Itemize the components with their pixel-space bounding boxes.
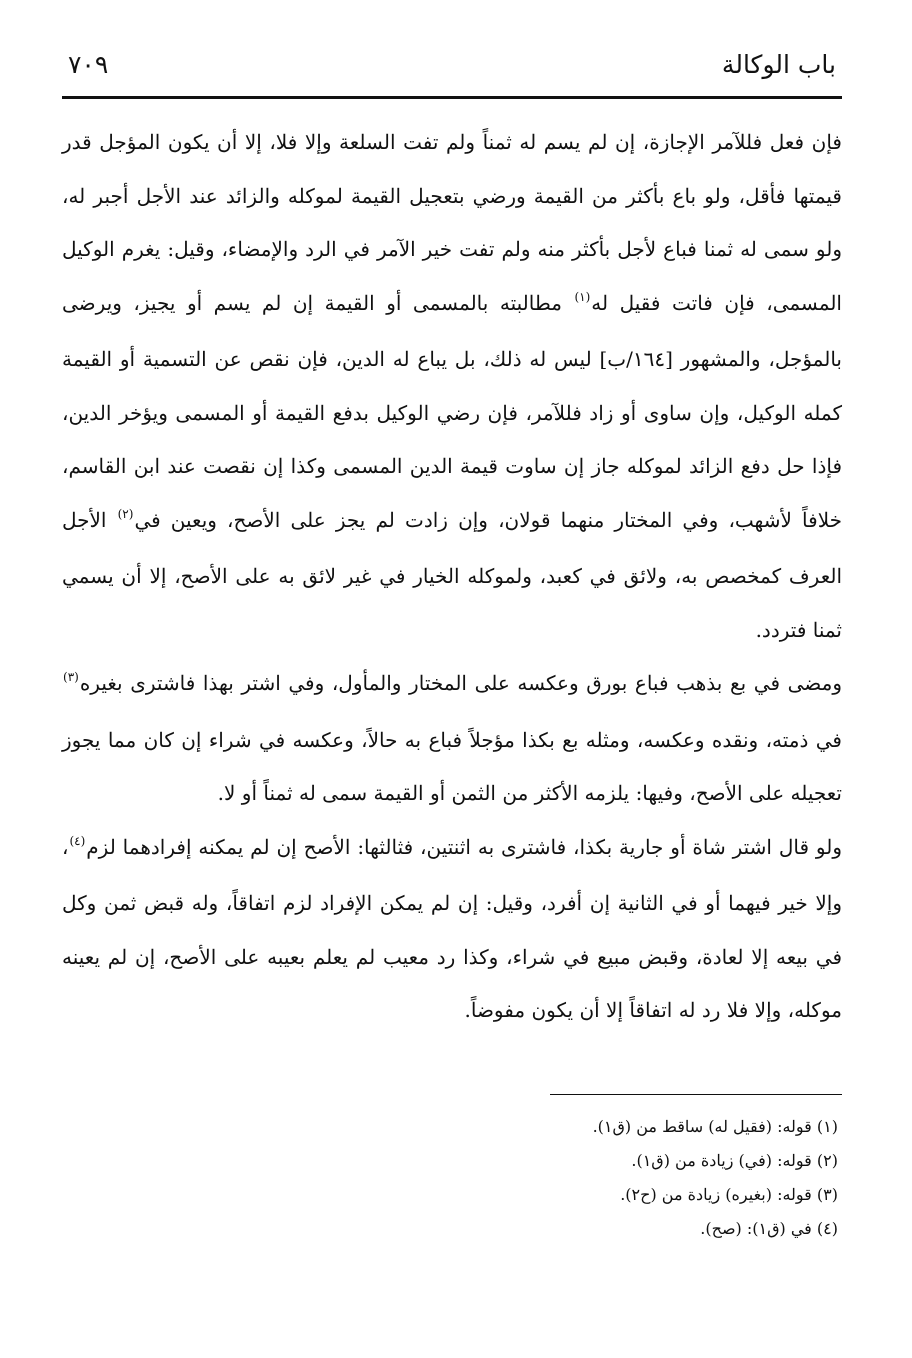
page-number: ٧٠٩ — [68, 50, 109, 79]
paragraph-text: مطالبته بالمسمى أو القيمة إن لم يسم أو يجيز، ويرضى بالمؤجل، والمشهور [١٦٤/ب] ليس له ذلك، بل يباع له الدين، فإن نقص عن التسمية أو القيمة كمله الوكيل، وإن ساوى أو زاد فللآمر، فإن رضي الوكيل بدفع القيمة أو المسمى ويؤخر الدين، فإذا حل دفع الزائد لموكله جاز إن ساوت قيمة الدين المسمى وكذا إن نقصت عند ابن القاسم، خلافاً لأشهب، وفي المختار منهما قولان، وإن زادت لم يجز على الأصح، ويعين في — [62, 290, 842, 532]
paragraph-3 — [62, 821, 842, 1038]
paragraph-text: ومضى في بع بذهب فباع بورق وعكسه على المختار والمأول، وفي اشتر بهذا فاشترى بغيره — [79, 671, 842, 695]
footnote-3: (٣) قوله: (بغيره) زيادة من (ح٢). — [620, 1185, 838, 1204]
main-text — [62, 116, 842, 1038]
paragraph-text: الأجل العرف كمخصص به، ولائق في كعبد، ولموكله الخيار في غير لائق به على الأصح، إلا أن يسمي ثمنا فتردد. — [62, 507, 842, 642]
footnotes-list — [100, 1110, 838, 1246]
footnote-ref-2: (٢) — [117, 506, 134, 521]
paragraph-text: فإن فعل فللآمر الإجازة، إن لم يسم له ثمناً ولم تفت السلعة وإلا فلا، إلا أن يكون المؤجل قدر قيمتها فأقل، ولو باع بأكثر من القيمة ورضي بتعجيل القيمة لموكله والزائد عند الأجل أجبر له، ولو سمى له ثمنا فباع لأجل بأكثر منه ولم تفت خير الآمر في الرد والإمضاء، وقيل: يغرم الوكيل المسمى، فإن فاتت فقيل له — [62, 130, 842, 315]
footnote-ref-4: (٤) — [69, 833, 86, 848]
paragraph-1 — [62, 116, 842, 657]
paragraph-2 — [62, 657, 842, 821]
footnote-2: (٢) قوله: (في) زيادة من (ق١). — [631, 1151, 838, 1170]
footnote-4: (٤) في (ق١): (صح). — [700, 1219, 838, 1238]
footnote-separator — [550, 1094, 842, 1095]
header-rule — [62, 96, 842, 99]
paragraph-text: ولو قال اشتر شاة أو جارية بكذا، فاشترى به اثنتين، فثالثها: الأصح إن لم يمكنه إفرادهما لزم — [86, 834, 842, 859]
footnote-ref-1: (١) — [574, 289, 591, 304]
footnote-ref-3: (٣) — [63, 670, 79, 684]
paragraph-text: ، وإلا خير فيهما أو في الثانية إن أفرد، وقيل: إن لم يمكن الإفراد لزم اتفاقاً، وله قبض ثمن وكل في بيعه إلا لعادة، وقبض مبيع في شراء، وكذا رد معيب لم يعلم بعيبه على الأصح، إن لم يعينه موكله، وإلا فلا رد له اتفاقاً إلا أن يكون مفوضاً. — [62, 834, 842, 1022]
running-header — [68, 46, 836, 90]
paragraph-text: في ذمته، ونقده وعكسه، ومثله بع بكذا مؤجلاً فباع به حالاً، وعكسه في شراء إن كان مما يجوز تعجيله على الأصح، وفيها: يلزمه الأكثر من الثمن أو القيمة سمى له ثمناً أو لا. — [62, 727, 842, 805]
chapter-title: باب الوكالة — [721, 50, 836, 79]
footnote-1: (١) قوله: (فقيل له) ساقط من (ق١). — [592, 1117, 838, 1136]
